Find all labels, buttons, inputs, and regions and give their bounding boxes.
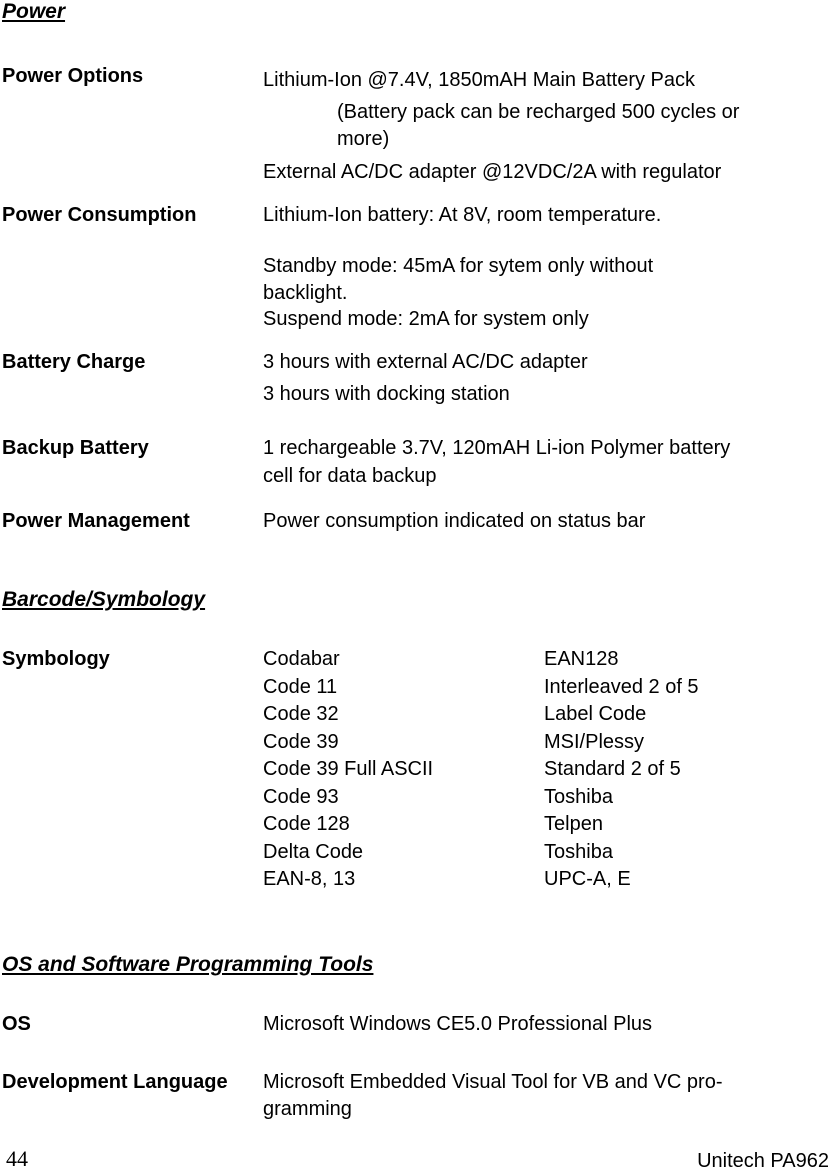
symbology-col1-item: Code 39: [263, 731, 339, 753]
power-consumption-line1: Lithium-Ion battery: At 8V, room temperature.: [263, 204, 662, 226]
power-options-note2: more): [337, 128, 390, 150]
symbology-label: Symbology: [2, 648, 110, 670]
page-number: 44: [6, 1146, 28, 1171]
symbology-col2-item: Interleaved 2 of 5: [544, 676, 699, 698]
symbology-col2-item: Toshiba: [544, 786, 613, 808]
symbology-col2-item: Telpen: [544, 813, 603, 835]
symbology-col1-item: Code 93: [263, 786, 339, 808]
symbology-col1-item: Delta Code: [263, 841, 364, 863]
symbology-col1-item: Code 128: [263, 813, 350, 835]
symbology-col2-item: Toshiba: [544, 841, 613, 863]
symbology-col2-item: Standard 2 of 5: [544, 758, 681, 780]
symbology-col2-item: EAN128: [544, 648, 619, 670]
dev-language-line1: Microsoft Embedded Visual Tool for VB and VC pro-: [263, 1071, 723, 1093]
power-consumption-line2: Standby mode: 45mA for sytem only without: [263, 255, 654, 277]
dev-language-label: Development Language: [2, 1071, 228, 1093]
battery-charge-line2: 3 hours with docking station: [263, 383, 510, 405]
symbology-col2-item: MSI/Plessy: [544, 731, 645, 753]
symbology-col1-item: Code 32: [263, 703, 339, 725]
power-management-line1: Power consumption indicated on status bar: [263, 510, 646, 532]
symbology-col2-item: Label Code: [544, 703, 647, 725]
power-options-label: Power Options: [2, 65, 144, 87]
backup-battery-line2: cell for data backup: [263, 465, 437, 487]
os-value: Microsoft Windows CE5.0 Professional Plus: [263, 1013, 653, 1035]
power-section-title: Power: [2, 0, 66, 23]
power-options-line2: External AC/DC adapter @12VDC/2A with regulator: [263, 161, 722, 183]
symbology-col1-item: EAN-8, 13: [263, 868, 356, 890]
backup-battery-line1: 1 rechargeable 3.7V, 120mAH Li-ion Polymer battery: [263, 437, 731, 459]
symbology-col1-item: Codabar: [263, 648, 340, 670]
power-management-label: Power Management: [2, 510, 190, 532]
power-consumption-line3: backlight.: [263, 282, 348, 304]
power-options-note1: (Battery pack can be recharged 500 cycles or: [337, 101, 740, 123]
symbology-col1-item: Code 39 Full ASCII: [263, 758, 434, 780]
symbology-col2-item: UPC-A, E: [544, 868, 631, 890]
os-section-title: OS and Software Programming Tools: [2, 953, 374, 976]
dev-language-line2: gramming: [263, 1098, 352, 1120]
battery-charge-line1: 3 hours with external AC/DC adapter: [263, 351, 588, 373]
battery-charge-label: Battery Charge: [2, 351, 146, 373]
barcode-section-title: Barcode/Symbology: [2, 588, 206, 611]
power-consumption-line4: Suspend mode: 2mA for system only: [263, 308, 589, 330]
product-name: Unitech PA962: [697, 1150, 829, 1172]
backup-battery-label: Backup Battery: [2, 437, 149, 459]
power-consumption-label: Power Consumption: [2, 204, 197, 226]
os-label: OS: [2, 1013, 31, 1035]
symbology-col1-item: Code 11: [263, 676, 338, 698]
power-options-line1: Lithium-Ion @7.4V, 1850mAH Main Battery Pack: [263, 69, 695, 91]
